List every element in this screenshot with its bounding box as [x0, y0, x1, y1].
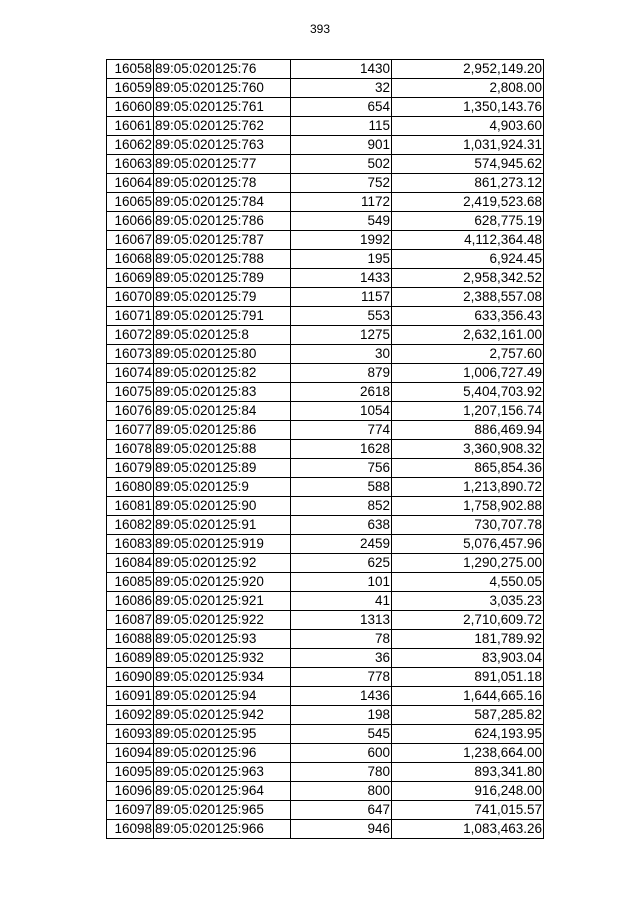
table-row: [107, 193, 544, 212]
cadastral-code-cell: 89:05:020125:84: [154, 402, 291, 421]
cadastral-code-cell: 89:05:020125:787: [154, 231, 291, 250]
amount-cell: 6,924.45: [392, 250, 544, 269]
row-id-cell: 16091: [107, 687, 154, 706]
amount-cell: 1,290,275.00: [392, 554, 544, 573]
amount-cell: 2,710,609.72: [392, 611, 544, 630]
table-row: [107, 307, 544, 326]
table-row: [107, 763, 544, 782]
cadastral-code-cell: 89:05:020125:761: [154, 98, 291, 117]
row-id-cell: 16093: [107, 725, 154, 744]
quantity-cell: 1313: [291, 611, 392, 630]
quantity-cell: 774: [291, 421, 392, 440]
amount-cell: 83,903.04: [392, 649, 544, 668]
row-id-cell: 16058: [107, 60, 154, 79]
table-row: [107, 611, 544, 630]
row-id-cell: 16098: [107, 820, 154, 839]
table-row: [107, 668, 544, 687]
quantity-cell: 1157: [291, 288, 392, 307]
amount-cell: 861,273.12: [392, 174, 544, 193]
amount-cell: 4,112,364.48: [392, 231, 544, 250]
quantity-cell: 946: [291, 820, 392, 839]
amount-cell: 2,808.00: [392, 79, 544, 98]
row-id-cell: 16092: [107, 706, 154, 725]
quantity-cell: 901: [291, 136, 392, 155]
amount-cell: 3,035.23: [392, 592, 544, 611]
row-id-cell: 16061: [107, 117, 154, 136]
amount-cell: 5,076,457.96: [392, 535, 544, 554]
row-id-cell: 16073: [107, 345, 154, 364]
quantity-cell: 101: [291, 573, 392, 592]
row-id-cell: 16095: [107, 763, 154, 782]
table-row: [107, 79, 544, 98]
amount-cell: 633,356.43: [392, 307, 544, 326]
cadastral-code-cell: 89:05:020125:963: [154, 763, 291, 782]
row-id-cell: 16060: [107, 98, 154, 117]
cadastral-code-cell: 89:05:020125:93: [154, 630, 291, 649]
cadastral-code-cell: 89:05:020125:942: [154, 706, 291, 725]
table-row: [107, 592, 544, 611]
quantity-cell: 1430: [291, 60, 392, 79]
quantity-cell: 1436: [291, 687, 392, 706]
table-row: [107, 364, 544, 383]
quantity-cell: 647: [291, 801, 392, 820]
table-row: [107, 459, 544, 478]
row-id-cell: 16087: [107, 611, 154, 630]
quantity-cell: 553: [291, 307, 392, 326]
row-id-cell: 16072: [107, 326, 154, 345]
amount-cell: 730,707.78: [392, 516, 544, 535]
row-id-cell: 16069: [107, 269, 154, 288]
amount-cell: 916,248.00: [392, 782, 544, 801]
quantity-cell: 800: [291, 782, 392, 801]
amount-cell: 891,051.18: [392, 668, 544, 687]
row-id-cell: 16065: [107, 193, 154, 212]
table-row: [107, 744, 544, 763]
cadastral-code-cell: 89:05:020125:76: [154, 60, 291, 79]
row-id-cell: 16097: [107, 801, 154, 820]
quantity-cell: 30: [291, 345, 392, 364]
cadastral-code-cell: 89:05:020125:9: [154, 478, 291, 497]
table-row: [107, 269, 544, 288]
cadastral-code-cell: 89:05:020125:83: [154, 383, 291, 402]
amount-cell: 865,854.36: [392, 459, 544, 478]
table-row: [107, 535, 544, 554]
quantity-cell: 752: [291, 174, 392, 193]
quantity-cell: 780: [291, 763, 392, 782]
quantity-cell: 638: [291, 516, 392, 535]
amount-cell: 4,903.60: [392, 117, 544, 136]
table-row: [107, 706, 544, 725]
quantity-cell: 115: [291, 117, 392, 136]
quantity-cell: 1054: [291, 402, 392, 421]
amount-cell: 741,015.57: [392, 801, 544, 820]
quantity-cell: 41: [291, 592, 392, 611]
quantity-cell: 1992: [291, 231, 392, 250]
cadastral-code-cell: 89:05:020125:80: [154, 345, 291, 364]
table-row: [107, 516, 544, 535]
table-body: [107, 60, 544, 839]
amount-cell: 893,341.80: [392, 763, 544, 782]
row-id-cell: 16080: [107, 478, 154, 497]
amount-cell: 2,388,557.08: [392, 288, 544, 307]
table-row: [107, 478, 544, 497]
row-id-cell: 16068: [107, 250, 154, 269]
data-table: [106, 59, 544, 839]
quantity-cell: 1172: [291, 193, 392, 212]
row-id-cell: 16077: [107, 421, 154, 440]
table-row: [107, 383, 544, 402]
cadastral-code-cell: 89:05:020125:762: [154, 117, 291, 136]
quantity-cell: 78: [291, 630, 392, 649]
quantity-cell: 600: [291, 744, 392, 763]
table-row: [107, 725, 544, 744]
page-number: 393: [309, 22, 331, 36]
cadastral-code-cell: 89:05:020125:966: [154, 820, 291, 839]
amount-cell: 628,775.19: [392, 212, 544, 231]
table-row: [107, 630, 544, 649]
cadastral-code-cell: 89:05:020125:91: [154, 516, 291, 535]
table-row: [107, 250, 544, 269]
table-row: [107, 573, 544, 592]
amount-cell: 2,952,149.20: [392, 60, 544, 79]
table-row: [107, 136, 544, 155]
quantity-cell: 195: [291, 250, 392, 269]
cadastral-code-cell: 89:05:020125:921: [154, 592, 291, 611]
row-id-cell: 16067: [107, 231, 154, 250]
amount-cell: 5,404,703.92: [392, 383, 544, 402]
quantity-cell: 625: [291, 554, 392, 573]
quantity-cell: 32: [291, 79, 392, 98]
quantity-cell: 778: [291, 668, 392, 687]
amount-cell: 886,469.94: [392, 421, 544, 440]
row-id-cell: 16079: [107, 459, 154, 478]
row-id-cell: 16082: [107, 516, 154, 535]
quantity-cell: 654: [291, 98, 392, 117]
cadastral-code-cell: 89:05:020125:919: [154, 535, 291, 554]
row-id-cell: 16063: [107, 155, 154, 174]
cadastral-code-cell: 89:05:020125:964: [154, 782, 291, 801]
quantity-cell: 502: [291, 155, 392, 174]
amount-cell: 4,550.05: [392, 573, 544, 592]
table-row: [107, 98, 544, 117]
table-row: [107, 345, 544, 364]
row-id-cell: 16070: [107, 288, 154, 307]
table-row: [107, 421, 544, 440]
table-row: [107, 174, 544, 193]
table-row: [107, 801, 544, 820]
cadastral-code-cell: 89:05:020125:920: [154, 573, 291, 592]
table-row: [107, 117, 544, 136]
cadastral-code-cell: 89:05:020125:92: [154, 554, 291, 573]
row-id-cell: 16075: [107, 383, 154, 402]
amount-cell: 2,958,342.52: [392, 269, 544, 288]
amount-cell: 1,213,890.72: [392, 478, 544, 497]
cadastral-code-cell: 89:05:020125:760: [154, 79, 291, 98]
cadastral-code-cell: 89:05:020125:78: [154, 174, 291, 193]
row-id-cell: 16085: [107, 573, 154, 592]
cadastral-code-cell: 89:05:020125:96: [154, 744, 291, 763]
table-row: [107, 288, 544, 307]
table-row: [107, 820, 544, 839]
quantity-cell: 1275: [291, 326, 392, 345]
amount-cell: 1,083,463.26: [392, 820, 544, 839]
table-row: [107, 649, 544, 668]
quantity-cell: 1433: [291, 269, 392, 288]
cadastral-code-cell: 89:05:020125:788: [154, 250, 291, 269]
table-row: [107, 554, 544, 573]
quantity-cell: 852: [291, 497, 392, 516]
cadastral-code-cell: 89:05:020125:79: [154, 288, 291, 307]
row-id-cell: 16059: [107, 79, 154, 98]
amount-cell: 574,945.62: [392, 155, 544, 174]
row-id-cell: 16084: [107, 554, 154, 573]
cadastral-code-cell: 89:05:020125:94: [154, 687, 291, 706]
row-id-cell: 16083: [107, 535, 154, 554]
cadastral-code-cell: 89:05:020125:922: [154, 611, 291, 630]
row-id-cell: 16064: [107, 174, 154, 193]
row-id-cell: 16066: [107, 212, 154, 231]
row-id-cell: 16071: [107, 307, 154, 326]
row-id-cell: 16096: [107, 782, 154, 801]
cadastral-code-cell: 89:05:020125:86: [154, 421, 291, 440]
quantity-cell: 2459: [291, 535, 392, 554]
row-id-cell: 16089: [107, 649, 154, 668]
row-id-cell: 16074: [107, 364, 154, 383]
cadastral-code-cell: 89:05:020125:90: [154, 497, 291, 516]
quantity-cell: 1628: [291, 440, 392, 459]
amount-cell: 2,632,161.00: [392, 326, 544, 345]
row-id-cell: 16090: [107, 668, 154, 687]
amount-cell: 181,789.92: [392, 630, 544, 649]
quantity-cell: 198: [291, 706, 392, 725]
amount-cell: 1,238,664.00: [392, 744, 544, 763]
amount-cell: 1,644,665.16: [392, 687, 544, 706]
amount-cell: 2,419,523.68: [392, 193, 544, 212]
amount-cell: 2,757.60: [392, 345, 544, 364]
amount-cell: 1,350,143.76: [392, 98, 544, 117]
table-row: [107, 231, 544, 250]
cadastral-code-cell: 89:05:020125:88: [154, 440, 291, 459]
quantity-cell: 545: [291, 725, 392, 744]
table-row: [107, 326, 544, 345]
amount-cell: 1,207,156.74: [392, 402, 544, 421]
cadastral-code-cell: 89:05:020125:763: [154, 136, 291, 155]
cadastral-code-cell: 89:05:020125:965: [154, 801, 291, 820]
cadastral-code-cell: 89:05:020125:82: [154, 364, 291, 383]
amount-cell: 624,193.95: [392, 725, 544, 744]
table-row: [107, 687, 544, 706]
table-row: [107, 155, 544, 174]
table-row: [107, 212, 544, 231]
amount-cell: 1,031,924.31: [392, 136, 544, 155]
quantity-cell: 2618: [291, 383, 392, 402]
cadastral-code-cell: 89:05:020125:791: [154, 307, 291, 326]
quantity-cell: 879: [291, 364, 392, 383]
row-id-cell: 16088: [107, 630, 154, 649]
table-row: [107, 402, 544, 421]
amount-cell: 1,006,727.49: [392, 364, 544, 383]
row-id-cell: 16062: [107, 136, 154, 155]
cadastral-code-cell: 89:05:020125:932: [154, 649, 291, 668]
row-id-cell: 16086: [107, 592, 154, 611]
row-id-cell: 16094: [107, 744, 154, 763]
amount-cell: 587,285.82: [392, 706, 544, 725]
row-id-cell: 16081: [107, 497, 154, 516]
cadastral-code-cell: 89:05:020125:8: [154, 326, 291, 345]
quantity-cell: 588: [291, 478, 392, 497]
row-id-cell: 16076: [107, 402, 154, 421]
cadastral-code-cell: 89:05:020125:789: [154, 269, 291, 288]
amount-cell: 1,758,902.88: [392, 497, 544, 516]
cadastral-code-cell: 89:05:020125:784: [154, 193, 291, 212]
cadastral-code-cell: 89:05:020125:95: [154, 725, 291, 744]
cadastral-code-cell: 89:05:020125:89: [154, 459, 291, 478]
table-row: [107, 782, 544, 801]
cadastral-code-cell: 89:05:020125:786: [154, 212, 291, 231]
quantity-cell: 549: [291, 212, 392, 231]
table-row: [107, 60, 544, 79]
cadastral-code-cell: 89:05:020125:934: [154, 668, 291, 687]
quantity-cell: 756: [291, 459, 392, 478]
quantity-cell: 36: [291, 649, 392, 668]
cadastral-code-cell: 89:05:020125:77: [154, 155, 291, 174]
table-row: [107, 440, 544, 459]
amount-cell: 3,360,908.32: [392, 440, 544, 459]
row-id-cell: 16078: [107, 440, 154, 459]
table-row: [107, 497, 544, 516]
